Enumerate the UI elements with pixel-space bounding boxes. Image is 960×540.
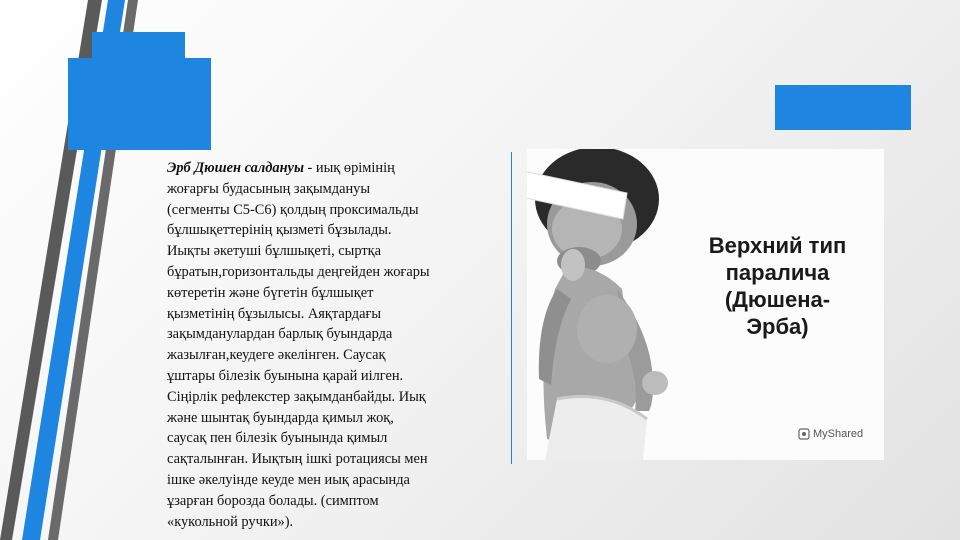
paragraph-line: ішке әкелуінде кеуде мен иық арасында [167, 471, 410, 488]
myshared-logo-icon [798, 428, 810, 440]
paragraph-line: сақталынған. Иықтың ішкі ротациясы мен [167, 451, 428, 468]
caption-line: Верхний тип [708, 233, 847, 258]
paragraph-line: көтеретін және бүгетін бұлшықет [167, 284, 374, 301]
paragraph-line: жазылған,кеудеге әкелінген. Саусақ [167, 347, 386, 364]
paragraph-lead: Эрб Дюшен салдануы [167, 160, 304, 176]
caption-line: паралича [725, 260, 830, 285]
paragraph-line: - иық өрімінің [303, 160, 395, 176]
figure-caption [695, 232, 860, 340]
paragraph-line: ұштары білезік буынына қарай иілген. [167, 367, 404, 384]
paragraph-line: Иықты әкетуші бұлшықеті, сыртқа [167, 243, 382, 260]
watermark [798, 428, 863, 440]
vertical-divider [511, 152, 512, 464]
caption-line: (Дюшена- [724, 287, 831, 312]
decorative-square-large [68, 58, 211, 150]
caption-line: Эрба) [746, 314, 809, 339]
paragraph-line: саусақ пен білезік буынында қимыл [167, 430, 388, 447]
paragraph-line: және шынтақ буындарда қимыл жоқ, [167, 409, 394, 426]
paragraph-line: қызметінің бұзылысы. Аяқтардағы [167, 305, 382, 322]
paragraph-line: жоғарғы будасының зақымдануы [167, 180, 371, 197]
paragraph-line: Сіңірлік рефлекстер зақымданбайды. Иық [167, 388, 426, 405]
paragraph-line: (сегменты С5-С6) қолдың проксимальды [167, 201, 419, 218]
decorative-square-right [775, 85, 911, 130]
watermark-text: MyShared [813, 428, 864, 440]
paragraph-line: зақымданулардан барлық буындарда [167, 326, 393, 343]
paragraph-line: бұратын,горизонтальды деңгейден жоғары [167, 263, 430, 280]
paragraph-line: бұлшықеттерінің қызметі бұзылады. [167, 222, 392, 239]
paragraph-line: ұзарған борозда болады. (симптом [167, 492, 379, 509]
paragraph-line: «кукольной ручки»). [167, 513, 294, 530]
body-text [167, 158, 505, 532]
decorative-square-top [92, 32, 185, 58]
